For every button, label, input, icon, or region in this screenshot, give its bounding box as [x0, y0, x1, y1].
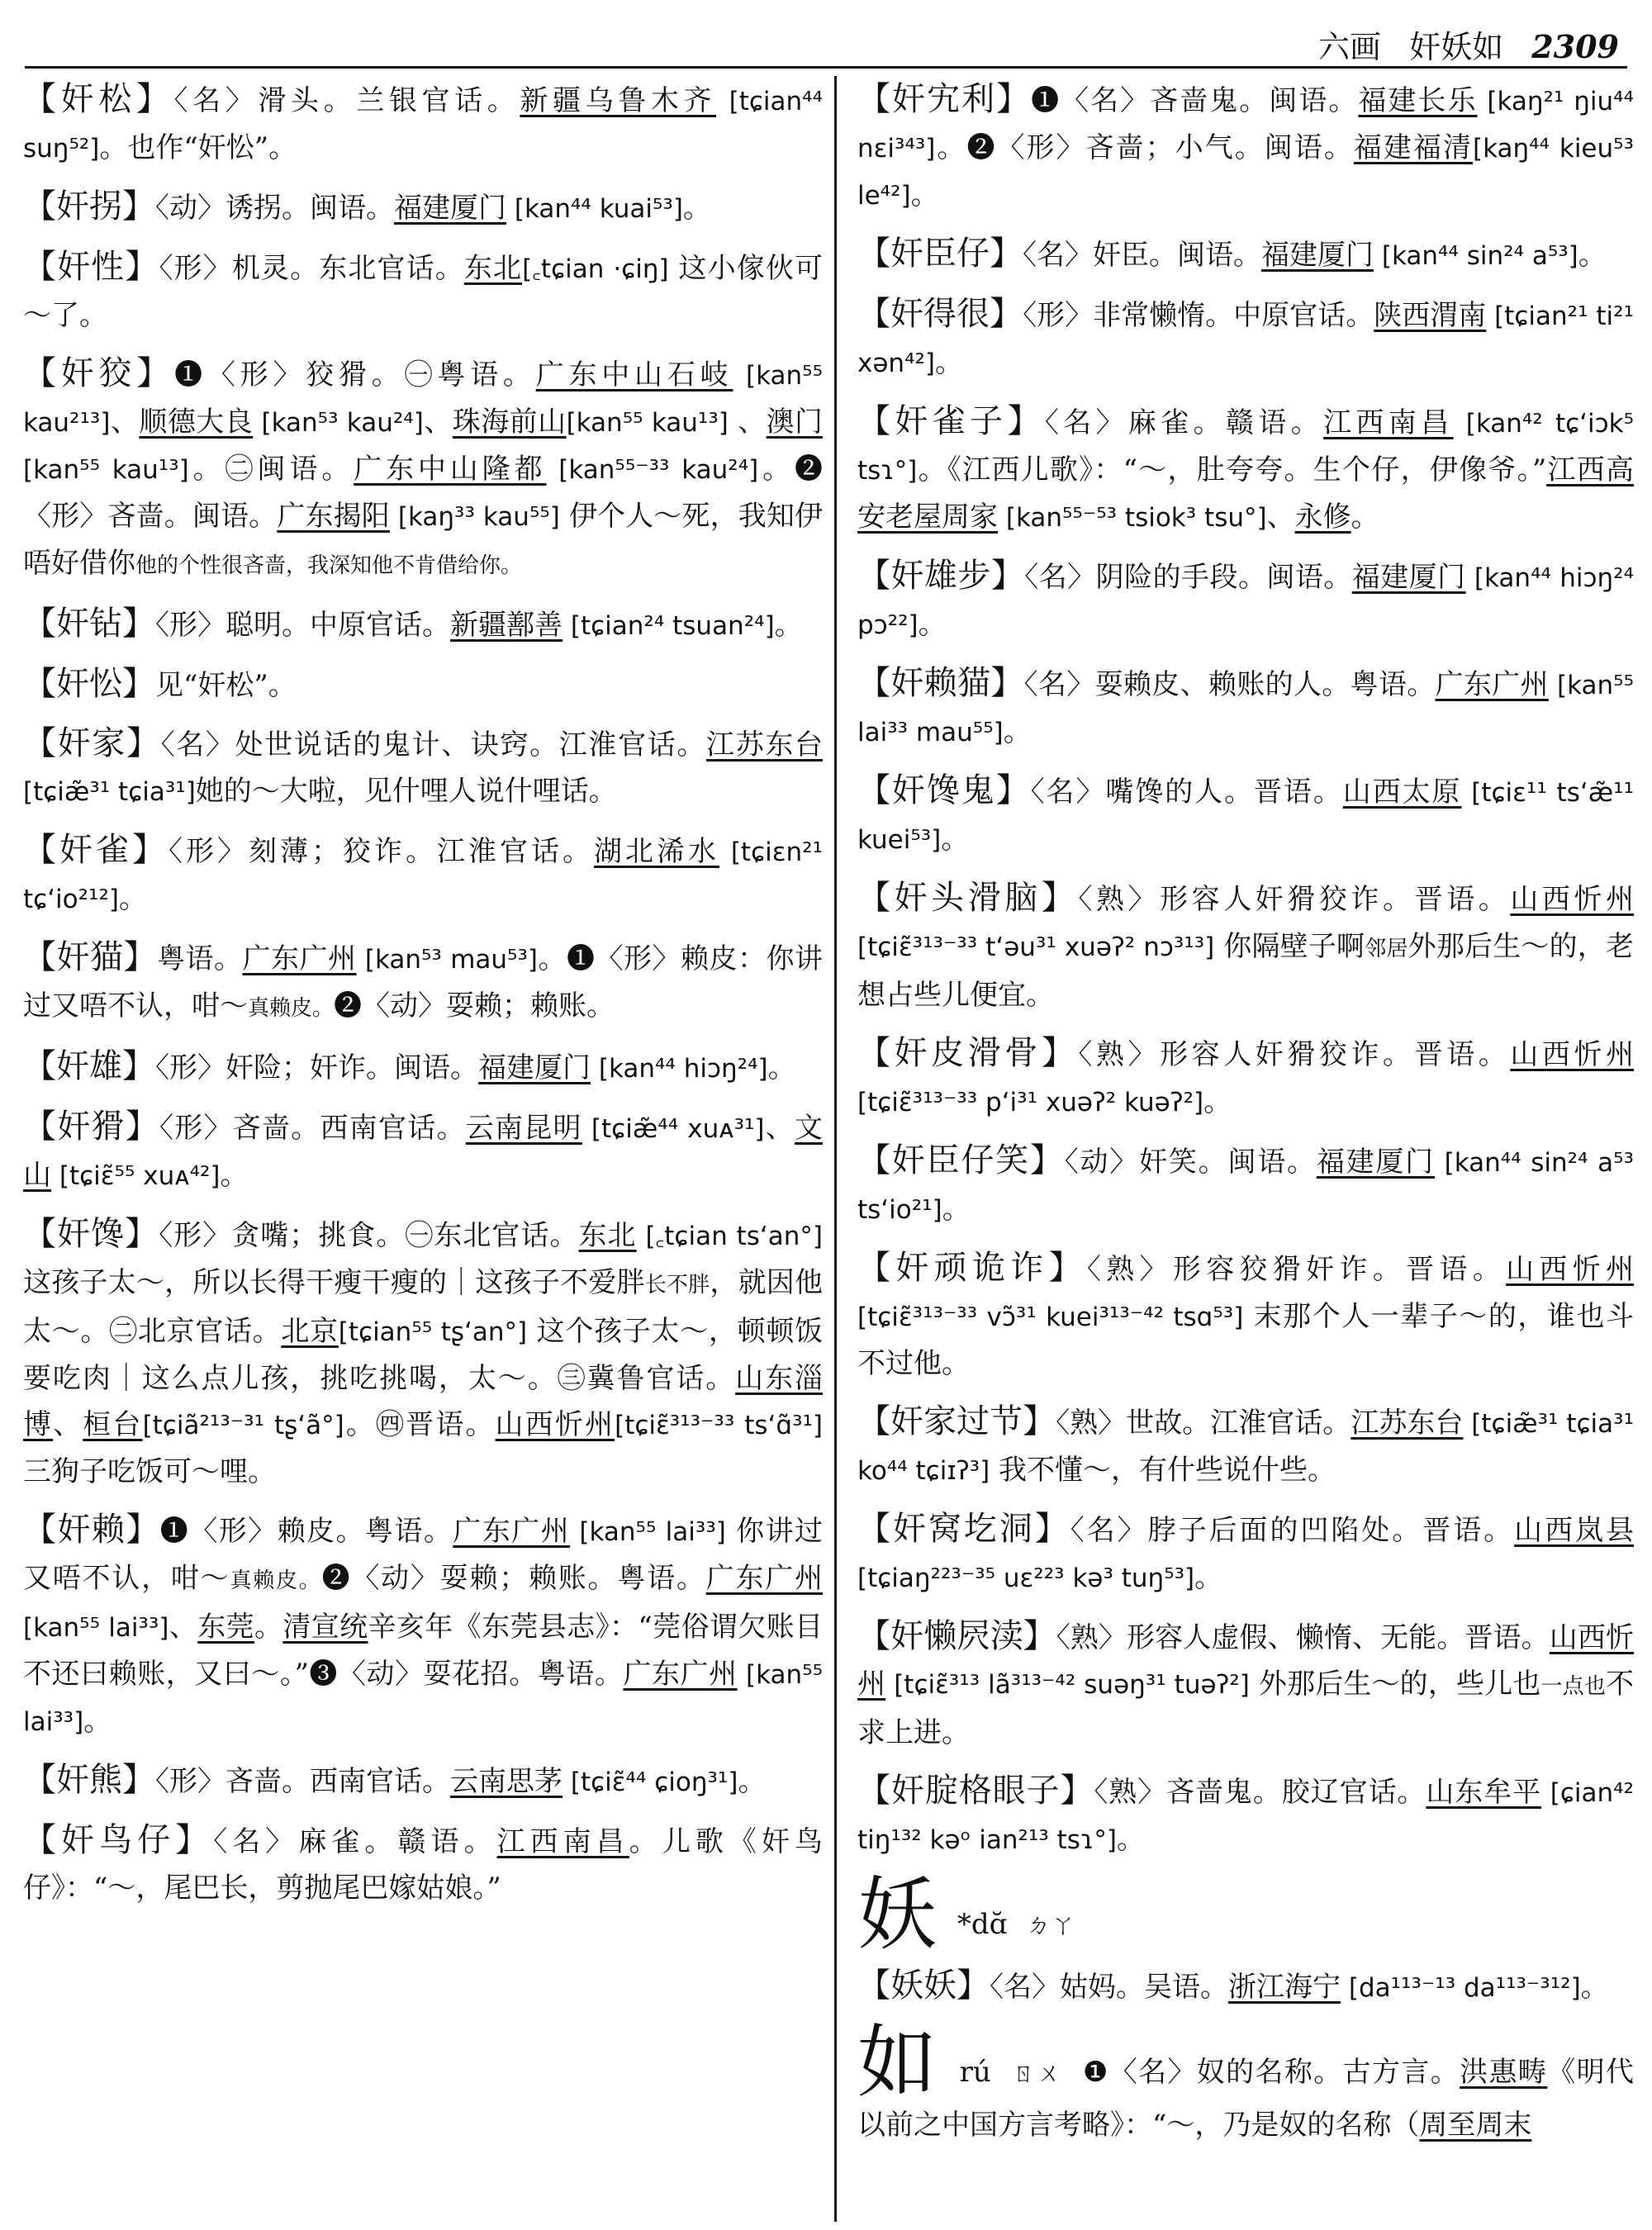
phonetic-transcription: [kan⁵³ kau²⁴]	[253, 408, 424, 438]
definition-text: 辛亥年《东莞县志》：“莞俗谓欠账目不还曰赖账，又曰～。”❸〈动〉耍花招。粤语。	[23, 1611, 823, 1691]
phonetic-transcription: [tɕiɛ̃³¹³⁻³³ vɔ̃³¹ kuei³¹³⁻⁴² tsɑ⁵³]	[857, 1302, 1244, 1332]
right-column	[857, 76, 1634, 2222]
phonetic-transcription: [tɕiæ̃⁴⁴ xuᴀ³¹]	[582, 1114, 765, 1144]
definition-text: ❶〈名〉奴的名称。古方言。	[1082, 2056, 1460, 2089]
place-name: 山东淄博	[23, 1362, 823, 1441]
phonetic-transcription: [kaŋ³³ kau⁵⁵]	[389, 502, 560, 532]
entry-headword: 【奸鸟仔】	[23, 1821, 214, 1859]
phonetic-transcription: [kan⁵⁵ kau²¹³]	[23, 361, 823, 438]
definition-text: 〈形〉聪明。中原官话。	[155, 609, 450, 642]
section-label: 六画	[1318, 29, 1382, 65]
definition-text: 。	[774, 609, 803, 642]
dictionary-entry	[857, 1030, 1634, 1126]
place-name: 江西南昌	[1323, 406, 1454, 439]
place-name: 湖北浠水	[593, 835, 719, 868]
entry-headword: 【奸拐】	[23, 187, 155, 225]
place-name: 广东广州	[453, 1515, 571, 1548]
definition-text: 。❷〈形〉吝啬；小气。闽语。	[935, 131, 1354, 164]
place-name: 福建厦门	[394, 192, 506, 225]
place-name: 广东广州	[623, 1658, 738, 1691]
definition-text: 粤语。	[157, 942, 243, 975]
entry-headword: 【妖妖】	[857, 1967, 990, 2005]
phonetic-transcription: [꜀tɕian tsʻan°]	[636, 1222, 823, 1251]
gloss-note: 长不胖	[644, 1273, 710, 1298]
definition-text: 这小傢伙可～了。	[23, 252, 823, 332]
dictionary-entry	[23, 720, 823, 815]
definition-text: 。	[254, 1611, 283, 1644]
definition-text: 。	[918, 608, 947, 641]
entry-headword: 【奸钻】	[23, 605, 155, 643]
phonetic-transcription: [kan⁵⁵ lai³³]	[570, 1517, 726, 1547]
definition-text: 伊个人～死，我知伊唔好借你	[23, 500, 823, 580]
definition-text: 。	[83, 1705, 112, 1738]
definition-text: 〈名〉耍赖皮、赖账的人。粤语。	[1023, 668, 1436, 701]
dictionary-entry	[23, 1506, 823, 1745]
place-name: 福建厦门	[1261, 239, 1374, 272]
dictionary-entry	[23, 350, 823, 589]
phonetic-transcription: [kan⁴⁴ sin²⁴ a⁵³]	[1374, 241, 1578, 271]
head-char: 如	[857, 2016, 938, 2109]
page-number: 2309	[1531, 28, 1619, 65]
definition-text: 〈形〉刻薄；狡诈。江淮官话。	[169, 835, 594, 868]
yao-entry-container	[857, 1962, 1634, 2011]
definition-text: 〈形〉吝啬。西南官话。	[159, 1112, 466, 1145]
place-name: 东北	[578, 1219, 637, 1252]
place-name: 清宣统	[282, 1611, 368, 1644]
definition-text: 。	[738, 1765, 767, 1798]
place-name: 文山	[23, 1112, 823, 1192]
entry-headword: 【奸忪】	[23, 665, 155, 703]
entry-headword: 【奸松】	[23, 80, 174, 118]
definition-text: 。	[1351, 501, 1379, 534]
place-name: 东莞	[197, 1611, 254, 1644]
definition-text: 〈熟〉形容人奸猾狡诈。晋语。	[1078, 1038, 1511, 1071]
phonetic-transcription: [tɕian⁴⁴ suŋ⁵²]	[23, 87, 823, 164]
place-name: 东北	[463, 252, 523, 285]
definition-text: 。	[942, 1193, 971, 1226]
dictionary-entry	[23, 1211, 823, 1495]
definition-text: 〈名〉处世说话的鬼计、诀窍。江淮官话。	[160, 728, 707, 762]
place-name: 顺德大良	[139, 406, 254, 439]
definition-text: 〈形〉奸险；奸诈。闽语。	[155, 1051, 478, 1084]
running-head	[1300, 21, 1619, 67]
place-name: 江西高安老屋周家	[857, 453, 1634, 534]
phonetic-transcription: [kan⁴⁴ kuai⁵³]	[506, 194, 683, 224]
entry-headword: 【奸狡】	[23, 354, 175, 392]
entry-headword: 【奸猾】	[23, 1108, 160, 1146]
definition-text: ，就因他太～。㊁北京官话。	[23, 1266, 823, 1348]
phonetic-transcription: [tɕiɛ̃⁴⁴ ɕioŋ³¹]	[563, 1767, 738, 1797]
entry-headword: 【奸馋】	[23, 1215, 159, 1253]
definition-text: 〈形〉贪嘴；挑食。㊀东北官话。	[159, 1219, 579, 1252]
definition-text: ❷〈动〉耍赖；赖账。粤语。	[321, 1562, 706, 1595]
head-zhuyin: ㄉㄚ	[1026, 1911, 1076, 1940]
definition-text: 〈形〉非常懒惰。中原官话。	[1023, 299, 1374, 332]
place-name: 云南思茅	[450, 1765, 563, 1798]
phonetic-transcription: [tɕiɛ̃³¹³ lã³¹³⁻⁴² suəŋ³¹ tuəʔ²]	[885, 1670, 1250, 1700]
place-name: 浙江海宁	[1228, 1971, 1341, 2004]
definition-text: 〈名〉滑头。兰银官话。	[173, 84, 520, 117]
entry-headword: 【奸懒屄渎】	[857, 1617, 1056, 1655]
definition-text: 。	[682, 192, 711, 225]
definition-text: 〈熟〉世故。江淮官话。	[1056, 1407, 1351, 1440]
phonetic-transcription: [da¹¹³⁻¹³ da¹¹³⁻³¹²]	[1341, 1973, 1581, 2003]
definition-text: 。	[1578, 239, 1607, 272]
phonetic-transcription: [kan⁴⁴ hiɔŋ²⁴ pɔ²²]	[857, 563, 1634, 640]
place-name: 陕西渭南	[1374, 299, 1487, 332]
right-entries	[857, 76, 1634, 1863]
definition-text: 三狗子吃饭可～哩。	[23, 1455, 276, 1488]
entry-headword: 【奸家】	[23, 724, 161, 762]
char-heading-yao	[857, 1868, 1634, 1961]
place-name: 广东中山隆都	[354, 453, 547, 486]
entry-headword: 【奸腚格眼子】	[857, 1772, 1094, 1810]
definition-text: 〈名〉嘴馋的人。晋语。	[1030, 776, 1343, 809]
place-name: 广东广州	[705, 1562, 823, 1595]
phonetic-transcription: [ɕian⁴² tiŋ¹³² kəᵒ ian²¹³ tsɿ°]	[857, 1778, 1634, 1855]
definition-text: 。	[119, 882, 148, 915]
phonetic-transcription: [tɕiaŋ²²³⁻³⁵ uɛ²²³ kə³ tuŋ⁵³]	[857, 1563, 1195, 1593]
entry-headword: 【奸家过节】	[857, 1402, 1056, 1440]
definition-text: 、	[423, 406, 453, 439]
place-name: 云南昆明	[465, 1112, 582, 1145]
dictionary-entry	[857, 1245, 1634, 1387]
gloss-note: 他的个性很吝啬，我深知他不肯借给你。	[135, 553, 523, 578]
phonetic-transcription: [kan⁵⁵ lai³³]	[23, 1660, 823, 1737]
definition-text: 。㊃晋语。	[344, 1408, 496, 1441]
dictionary-entry	[23, 600, 823, 649]
phonetic-transcription: [tɕiɛ̃³¹³⁻³³ pʻi³¹ xuəʔ² kuəʔ²]	[857, 1088, 1204, 1117]
gloss-note: 一点也	[1540, 1674, 1606, 1699]
place-name: 珠海前山	[452, 406, 567, 439]
definition-text: 外那后生～的，老想占些儿便宜。	[857, 930, 1634, 1012]
definition-text: 外那后生～的，些儿也	[1249, 1668, 1541, 1701]
definition-text: 〈熟〉形容狡猾奸诈。晋语。	[1086, 1253, 1507, 1286]
definition-text: 。	[1203, 1085, 1232, 1118]
place-name: 洪惠畴	[1460, 2056, 1548, 2089]
entry-headword: 【奸雀】	[23, 831, 169, 869]
entry-headword: 【奸赖】	[23, 1511, 160, 1549]
definition-text: ❷〈动〉耍赖；赖账。	[334, 989, 615, 1022]
dictionary-entry	[23, 1817, 823, 1911]
place-name: 山西忻州	[857, 1621, 1634, 1701]
definition-text: 〈形〉机灵。东北官话。	[159, 252, 464, 285]
phonetic-transcription: [tɕiɛn²¹ tɕʻio²¹²]	[23, 837, 823, 914]
place-name: 山东牟平	[1426, 1776, 1541, 1809]
left-column	[23, 76, 823, 2222]
entry-headword: 【奸馋鬼】	[857, 771, 1031, 809]
place-name: 山西忻州	[1510, 1038, 1634, 1071]
definition-text: 她的～大啦，见什哩人说什哩话。	[195, 775, 617, 808]
definition-text: 。❷〈形〉吝啬。闽语。	[23, 453, 823, 533]
place-name: 江苏东台	[706, 728, 823, 762]
dictionary-entry	[857, 767, 1634, 863]
dictionary-entry	[23, 934, 823, 1032]
place-name: 福建长乐	[1358, 84, 1478, 117]
dictionary-entry	[857, 1506, 1634, 1601]
phonetic-transcription: [kaŋ⁴⁴ kieu⁵³ le⁴²]	[857, 134, 1634, 211]
entry-headword: 【奸雄】	[23, 1047, 155, 1085]
head-pinyin: *dɑ̆	[957, 1908, 1008, 1941]
dictionary-entry	[23, 1757, 823, 1805]
entry-headword: 【奸皮滑骨】	[857, 1034, 1079, 1072]
phonetic-transcription: [tɕiɛ¹¹ tsʻæ̃¹¹ kuei⁵³]	[857, 778, 1634, 855]
definition-text: 末那个人一辈子～的，谁也斗不过他。	[857, 1300, 1634, 1380]
place-name: 江西南昌	[496, 1825, 629, 1858]
place-name: 桓台	[83, 1408, 143, 1441]
phonetic-transcription: [tɕiɛ̃³¹³⁻³³ tʻəu³¹ xuəʔ² nɔ³¹³]	[857, 932, 1215, 962]
entry-headword: 【奸赖猫】	[857, 664, 1024, 702]
place-name: 江苏东台	[1351, 1407, 1464, 1440]
entry-headword: 【奸窝圪洞】	[857, 1510, 1070, 1548]
phonetic-transcription: [tɕiɛ̃³¹³⁻³³ tsʻɑ̃³¹]	[615, 1411, 823, 1440]
phonetic-transcription: [tɕiæ̃³¹ tɕia³¹]	[23, 777, 196, 807]
phonetic-transcription: [kan⁴⁴ hiɔŋ²⁴]	[591, 1054, 768, 1084]
phonetic-transcription: [kan⁵⁵ kau¹³]	[23, 455, 189, 485]
place-name: 山西岚县	[1514, 1514, 1634, 1547]
definition-text: 。❶〈形〉赖皮：你讲过又唔不认，咁～	[23, 942, 823, 1022]
definition-text: 。《江西儿歌》：“～，肚夸夸。生个仔，伊像爷。”	[917, 453, 1547, 486]
gloss-note: 真赖皮。	[248, 996, 335, 1021]
definition-text: 我不懂～，有什些说什些。	[990, 1454, 1336, 1487]
phonetic-transcription: [kan⁵⁵ lai³³]	[23, 1613, 169, 1643]
phonetic-transcription: [tɕian²⁴ tsuan²⁴]	[563, 611, 775, 641]
phonetic-transcription: [tɕiɛ̃⁵⁵ xuᴀ⁴²]	[51, 1161, 221, 1191]
definition-text: 。	[767, 1051, 796, 1084]
dictionary-entry	[23, 76, 823, 172]
phonetic-transcription: [꜀tɕian ·ɕiŋ]	[522, 254, 669, 284]
phonetic-transcription: [kan⁵⁵⁻³³ kau²⁴]	[546, 455, 759, 485]
dictionary-entry	[857, 875, 1634, 1018]
dictionary-entry	[857, 1398, 1634, 1494]
place-name: 广东广州	[242, 942, 357, 975]
dictionary-entry	[857, 660, 1634, 756]
place-name: 山西忻州	[495, 1408, 615, 1441]
gloss-note: 邻居	[1365, 937, 1408, 961]
definition-text: 。儿歌《奸鸟仔》：“～，尾巴长，剪抛尾巴嫁姑娘。”	[23, 1825, 823, 1905]
definition-text: 〈熟〉吝啬鬼。胶辽官话。	[1094, 1776, 1427, 1809]
dictionary-entry	[23, 661, 823, 709]
phonetic-transcription: [kan⁵⁵ kau¹³]	[566, 408, 729, 438]
definition-text: 〈动〉诱拐。闽语。	[155, 192, 394, 225]
definition-text: 、	[110, 406, 140, 439]
column-divider	[834, 76, 837, 2222]
definition-text: 这个孩子太～，顿顿饭要吃肉｜这么点儿孩，挑吃挑喝，太～。㊂冀鲁官话。	[23, 1315, 823, 1395]
phonetic-transcription: [kan⁵³ mau⁵³]	[356, 945, 538, 975]
definition-text: 〈名〉姑妈。吴语。	[990, 1971, 1228, 2004]
place-name: 福建厦门	[478, 1051, 591, 1084]
page-header	[25, 15, 1627, 69]
phonetic-transcription: [tɕiã²¹³⁻³¹ tʂʻã°]	[142, 1411, 344, 1440]
entry-headword: 【奸雄步】	[857, 557, 1025, 595]
definition-text: 这孩子太～，所以长得干瘦干瘦的｜这孩子不爱胖	[23, 1266, 645, 1299]
place-name: 山西忻州	[1506, 1253, 1634, 1286]
head-zhuyin: ㄖㄨ	[1010, 2059, 1063, 2088]
definition-text: 你讲过又唔不认，咁～	[23, 1515, 823, 1595]
definition-text: 。	[1116, 1823, 1145, 1856]
definition-text: 不求上进。	[857, 1668, 1634, 1749]
definition-text: 你隔壁子啊	[1214, 930, 1365, 963]
place-name: 永修	[1294, 501, 1351, 534]
phonetic-transcription: [tɕian⁵⁵ tʂʻan°]	[338, 1317, 528, 1347]
definition-text: 。	[1194, 1561, 1223, 1594]
place-name: 广东揭阳	[277, 500, 390, 533]
place-name: 广东中山石岐	[535, 358, 733, 391]
definition-text: 〈熟〉形容人奸猾狡诈。晋语。	[1078, 883, 1511, 916]
definition-text: 。	[935, 346, 964, 379]
entry-headword: 【奸熊】	[23, 1761, 155, 1799]
definition-text: 、	[169, 1611, 198, 1644]
definition-text: 见“奸松”。	[155, 669, 297, 702]
definition-text: 〈形〉吝啬。西南官话。	[155, 1765, 450, 1798]
entry-headword: 【奸臣仔笑】	[857, 1141, 1065, 1179]
definition-text: 《明代以前之中国方言考略》：“～，乃是奴的名称（	[857, 2056, 1634, 2142]
definition-text: 〈名〉奸臣。闽语。	[1023, 239, 1261, 272]
place-name: 广东广州	[1435, 668, 1549, 701]
place-name: 周至周末	[1419, 2109, 1532, 2142]
definition-text: 〈动〉奸笑。闽语。	[1064, 1146, 1317, 1179]
entry-headword: 【奸猫】	[23, 938, 157, 976]
definition-text: 、	[764, 1112, 795, 1145]
dictionary-entry	[857, 1767, 1634, 1863]
definition-text: 〈名〉脖子后面的凹陷处。晋语。	[1070, 1514, 1515, 1547]
dictionary-entry	[857, 1962, 1634, 2011]
definition-text: 。	[1003, 715, 1032, 748]
dictionary-entry	[857, 76, 1634, 219]
entry-headword: 【奸臣仔】	[857, 235, 1023, 273]
head-pinyin: rú	[959, 2056, 991, 2089]
head-chars: 奸妖如	[1409, 29, 1504, 65]
entry-headword: 【奸宄利】	[857, 80, 1032, 118]
definition-text: 。	[1580, 1971, 1609, 2004]
place-name: 山西太原	[1342, 776, 1462, 809]
phonetic-transcription: [kan⁴² tɕʻiɔk⁵ tsɿ°]	[857, 409, 1634, 486]
dictionary-entry	[857, 398, 1634, 541]
place-name: 新疆鄯善	[450, 609, 563, 642]
char-heading-ru	[857, 2016, 1634, 2148]
dictionary-entry	[857, 1613, 1634, 1756]
phonetic-transcription: [tɕiæ̃³¹ tɕia³¹ ko⁴⁴ tɕiɪʔ³]	[857, 1409, 1634, 1486]
entry-headword: 【奸头滑脑】	[857, 879, 1079, 917]
dictionary-entry	[23, 244, 823, 339]
dictionary-entry	[857, 553, 1634, 648]
place-name: 北京	[281, 1315, 339, 1348]
dictionary-entry	[23, 827, 823, 923]
entry-headword: 【奸顽诡诈】	[857, 1249, 1087, 1287]
definition-text: 、	[728, 406, 767, 439]
place-name: 新疆乌鲁木齐	[520, 84, 717, 117]
dictionary-entry	[23, 183, 823, 232]
definition-text: 〈名〉阴险的手段。闽语。	[1024, 561, 1352, 594]
dictionary-entry	[23, 1043, 823, 1092]
dictionary-entry	[23, 1103, 823, 1199]
definition-text: 。也作“奸忪”。	[99, 131, 297, 164]
definition-text: 〈名〉麻雀。赣语。	[213, 1825, 497, 1858]
place-name: 山西忻州	[1510, 883, 1634, 916]
definition-text: 。	[910, 178, 939, 211]
phonetic-transcription: [kan⁴⁴ sin²⁴ a⁵³ tsʻio²¹]	[857, 1148, 1634, 1225]
definition-text: ❶〈名〉吝啬鬼。闽语。	[1031, 84, 1359, 117]
definition-text: ❶〈形〉赖皮。粤语。	[159, 1515, 453, 1548]
entry-headword: 【奸雀子】	[857, 402, 1045, 440]
head-char: 妖	[857, 1868, 937, 1961]
entry-headword: 【奸得很】	[857, 295, 1023, 333]
definition-text: ❶〈形〉狡猾。㊀粤语。	[174, 358, 536, 391]
dictionary-entry	[857, 230, 1634, 279]
phonetic-transcription: [kan⁵⁵ lai³³ mau⁵⁵]	[857, 671, 1634, 747]
definition-text: 。㊁闽语。	[188, 453, 354, 486]
definition-text: 、	[53, 1408, 83, 1441]
place-name: 澳门	[766, 406, 823, 439]
dictionary-entry	[857, 1137, 1634, 1233]
definition-text: 、	[1266, 501, 1295, 534]
definition-text: 。	[941, 823, 970, 856]
phonetic-transcription: [kaŋ²¹ ŋiu⁴⁴ nɛi³⁴³]	[857, 87, 1634, 164]
place-name: 福建厦门	[1316, 1146, 1435, 1179]
entry-headword: 【奸性】	[23, 248, 159, 286]
dictionary-entry	[857, 291, 1634, 387]
gloss-note: 真赖皮。	[230, 1568, 322, 1593]
definition-text: 〈熟〉形容人虚假、懒惰、无能。晋语。	[1056, 1621, 1550, 1654]
definition-text: 〈名〉麻雀。赣语。	[1044, 406, 1324, 439]
place-name: 福建厦门	[1351, 561, 1466, 594]
phonetic-transcription: [tɕian²¹ ti²¹ xən⁴²]	[857, 301, 1634, 378]
place-name: 福建福清	[1353, 131, 1473, 164]
definition-text: 。	[220, 1159, 249, 1192]
phonetic-transcription: [kan⁵⁵⁻⁵³ tsiok³ tsu°]	[998, 503, 1267, 533]
